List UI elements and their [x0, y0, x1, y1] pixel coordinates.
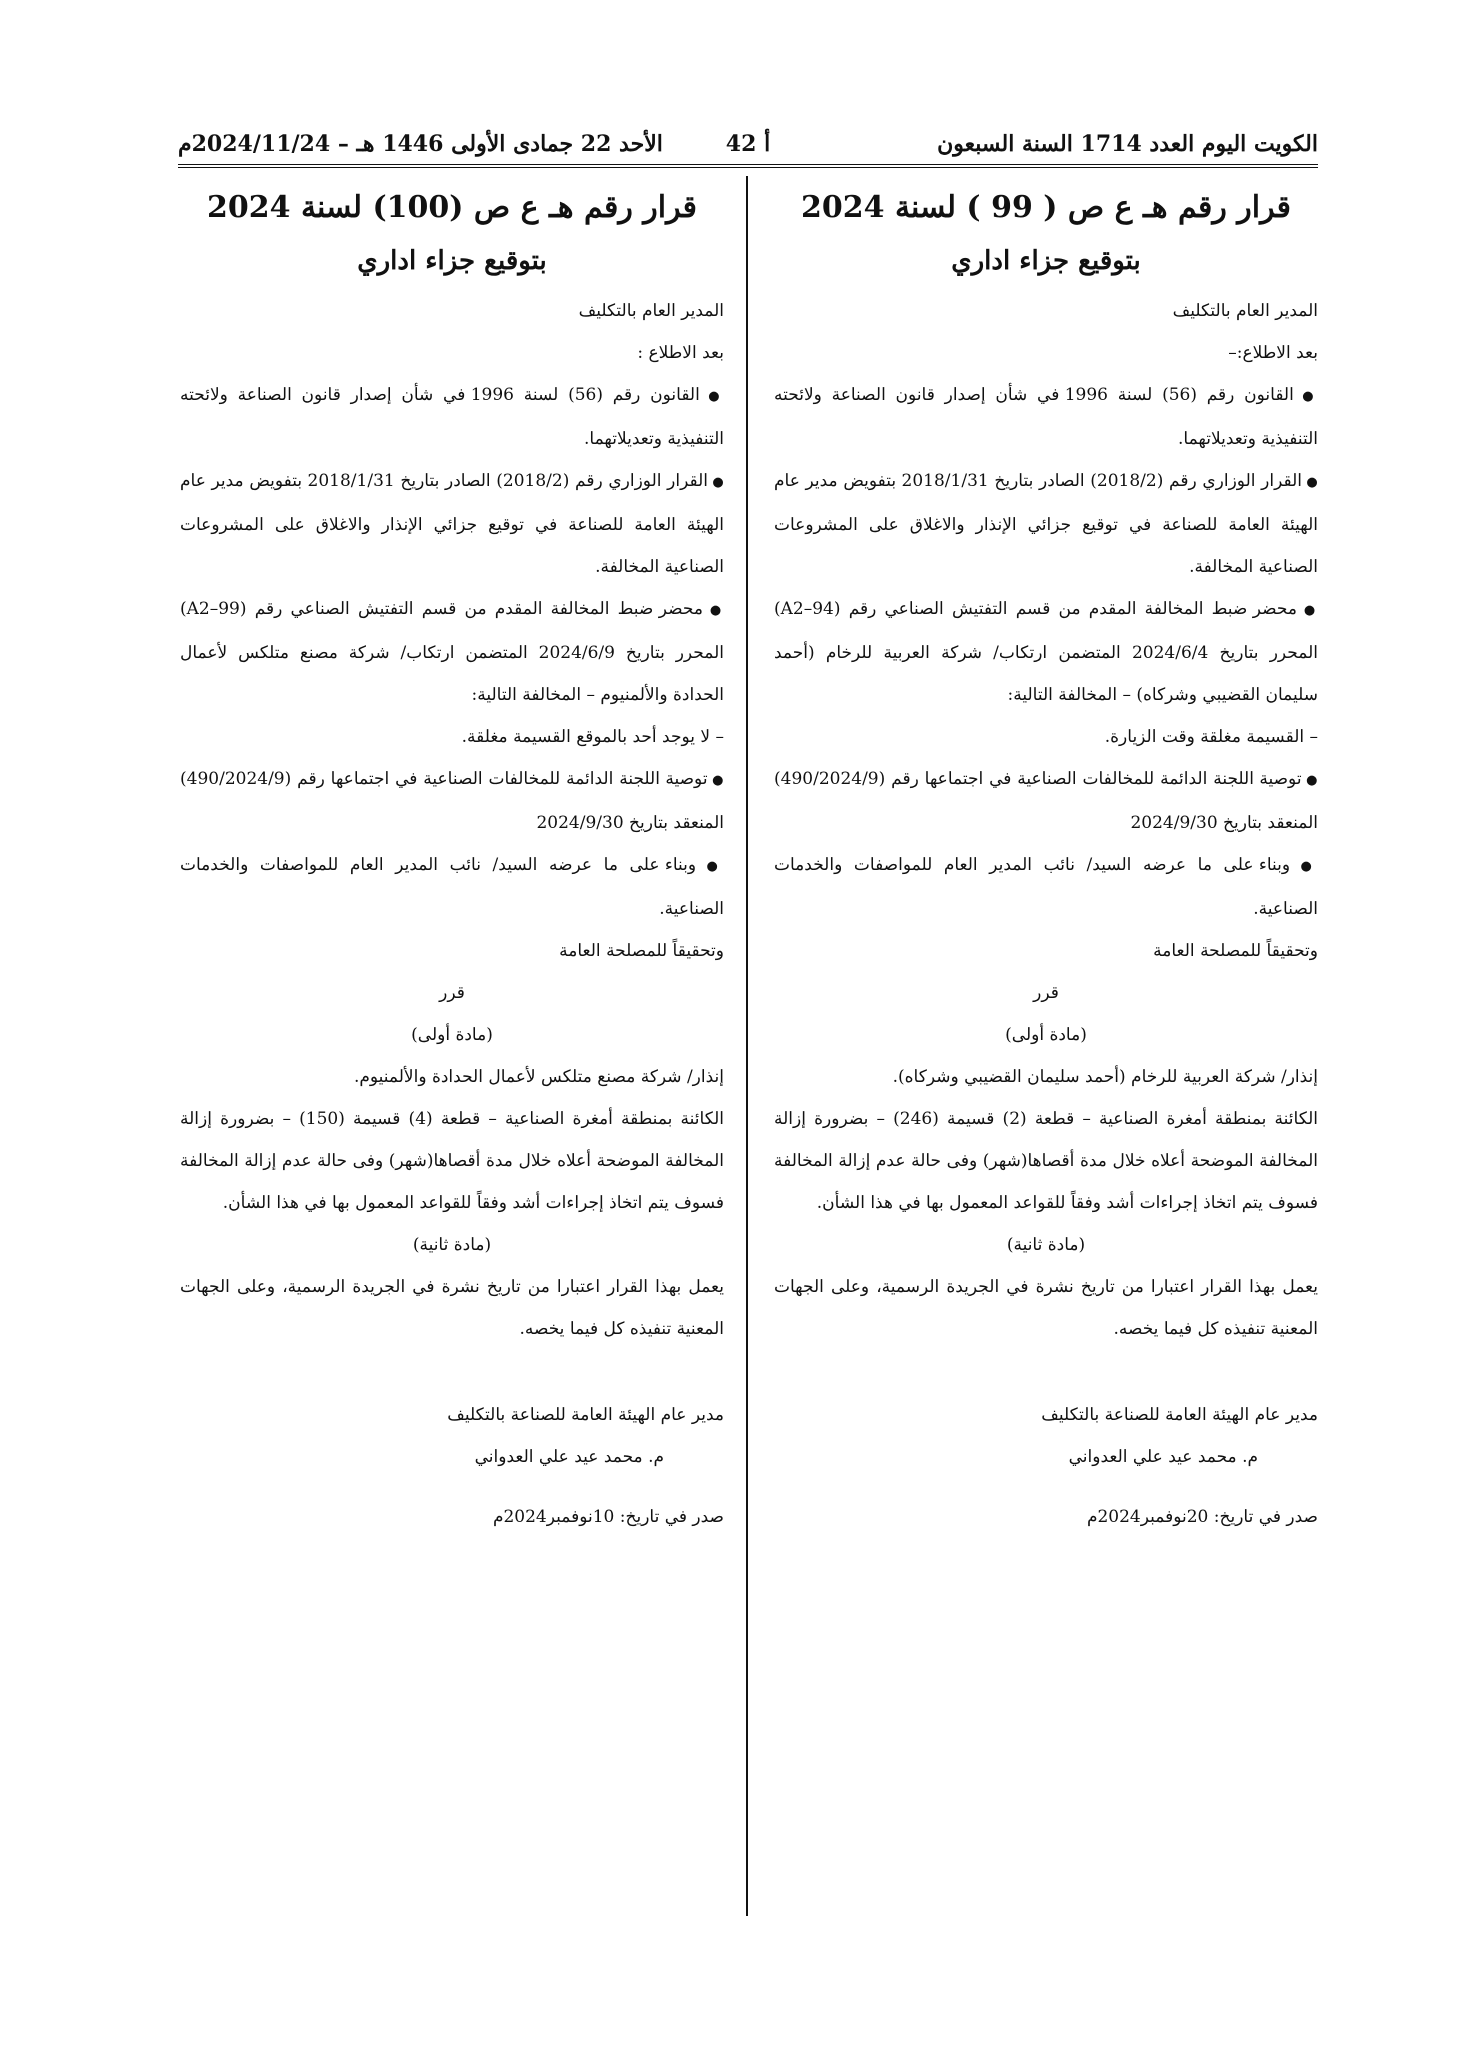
decision-subtitle: بتوقيع جزاء اداري [357, 246, 547, 276]
header-date: الأحد 22 جمادى الأولى 1446 هـ – 2024/11/24م [178, 131, 663, 157]
issuer-line: المدير العام بالتكليف [1172, 301, 1318, 321]
page-header [178, 124, 1318, 164]
column-divider [746, 176, 748, 1916]
violation-item: – القسيمة مغلقة وقت الزيارة. [774, 716, 1318, 758]
decided-heading: قرر [1033, 983, 1059, 1003]
article-2-body: يعمل بهذا القرار اعتبارا من تاريخ نشرة في الجريدة الرسمية، وعلى الجهات المعنية تنفيذه كل فيما يخصه. [774, 1277, 1318, 1339]
header-rule [178, 164, 1318, 168]
public-interest-line: وتحقيقاً للمصلحة العامة [559, 941, 724, 961]
issued-date: صدر في تاريخ: 10نوفمبر2024م [492, 1507, 724, 1527]
decision-100 [180, 180, 724, 1538]
reference-law: ● القانون رقم (56) لسنة 1996 في شأن إصدار قانون الصناعة ولائحته التنفيذية وتعديلاتهما. [180, 374, 724, 460]
article-1-warning: إنذار/ شركة العربية للرخام (أحمد سليمان القضيبي وشركاه). [892, 1067, 1318, 1087]
reference-violation-report: ● محضر ضبط المخالفة المقدم من قسم التفتيش الصناعي رقم (A2–99) المحرر بتاريخ 2024/6/9 المتضمن ارتكاب/ شركة مصنع متلكس لأعمال الحدادة والألمنيوم – المخالفة التالية: [180, 588, 724, 716]
signature-name: م. محمد عيد علي العدواني [474, 1447, 664, 1467]
having-reviewed: بعد الاطلاع:– [1228, 343, 1318, 363]
reference-committee: ● توصية اللجنة الدائمة للمخالفات الصناعية في اجتماعها رقم (490/2024/9) المنعقد بتاريخ 2024/9/30 [774, 758, 1318, 844]
violation-item: – لا يوجد أحد بالموقع القسيمة مغلقة. [180, 716, 724, 758]
decision-99 [774, 180, 1318, 1538]
public-interest-line: وتحقيقاً للمصلحة العامة [1153, 941, 1318, 961]
decided-heading: قرر [439, 983, 465, 1003]
article-1-heading: (مادة أولى) [411, 1025, 493, 1045]
decision-subtitle: بتوقيع جزاء اداري [951, 246, 1141, 276]
header-issue-info: الكويت اليوم العدد 1714 السنة السبعون [937, 131, 1318, 157]
reference-law: ● القانون رقم (56) لسنة 1996 في شأن إصدار قانون الصناعة ولائحته التنفيذية وتعديلاتهما. [774, 374, 1318, 460]
issuer-line: المدير العام بالتكليف [578, 301, 724, 321]
article-1-heading: (مادة أولى) [1005, 1025, 1087, 1045]
reference-deputy: ● وبناء على ما عرضه السيد/ نائب المدير العام للمواصفات والخدمات الصناعية. [774, 844, 1318, 930]
article-2-heading: (مادة ثانية) [1006, 1235, 1086, 1255]
article-2-body: يعمل بهذا القرار اعتبارا من تاريخ نشرة في الجريدة الرسمية، وعلى الجهات المعنية تنفيذه كل فيما يخصه. [180, 1277, 724, 1339]
reference-committee: ● توصية اللجنة الدائمة للمخالفات الصناعية في اجتماعها رقم (490/2024/9) المنعقد بتاريخ 2024/9/30 [180, 758, 724, 844]
decision-title: قرار رقم هـ ع ص ( 99 ) لسنة 2024 [801, 190, 1291, 225]
decision-title: قرار رقم هـ ع ص (100) لسنة 2024 [207, 190, 697, 225]
signature-name: م. محمد عيد علي العدواني [1068, 1447, 1258, 1467]
signature-title: مدير عام الهيئة العامة للصناعة بالتكليف [1041, 1405, 1318, 1425]
article-1-warning: إنذار/ شركة مصنع متلكس لأعمال الحدادة والألمنيوم. [353, 1067, 724, 1087]
signature-title: مدير عام الهيئة العامة للصناعة بالتكليف [447, 1405, 724, 1425]
issued-date: صدر في تاريخ: 20نوفمبر2024م [1086, 1507, 1318, 1527]
header-page-number: أ 42 [725, 131, 771, 157]
reference-ministerial-decision: ● القرار الوزاري رقم (2018/2) الصادر بتاريخ 2018/1/31 بتفويض مدير عام الهيئة العامة للصناعة في توقيع جزائي الإنذار والاغلاق على المشروعات الصناعية المخالفة. [774, 460, 1318, 588]
article-1-body: الكائنة بمنطقة أمغرة الصناعية – قطعة (2) قسيمة (246) – بضرورة إزالة المخالفة الموضحة أعلاه خلال مدة أقصاها(شهر) وفى حالة عدم إزالة المخالفة فسوف يتم اتخاذ إجراءات أشد وفقاً للقواعد المعمول بها في هذا الشأن. [774, 1109, 1318, 1213]
reference-deputy: ● وبناء على ما عرضه السيد/ نائب المدير العام للمواصفات والخدمات الصناعية. [180, 844, 724, 930]
having-reviewed: بعد الاطلاع : [637, 343, 724, 363]
reference-ministerial-decision: ● القرار الوزاري رقم (2018/2) الصادر بتاريخ 2018/1/31 بتفويض مدير عام الهيئة العامة للصناعة في توقيع جزائي الإنذار والاغلاق على المشروعات الصناعية المخالفة. [180, 460, 724, 588]
article-1-body: الكائنة بمنطقة أمغرة الصناعية – قطعة (4) قسيمة (150) – بضرورة إزالة المخالفة الموضحة أعلاه خلال مدة أقصاها(شهر) وفى حالة عدم إزالة المخالفة فسوف يتم اتخاذ إجراءات أشد وفقاً للقواعد المعمول بها في هذا الشأن. [180, 1109, 724, 1213]
reference-violation-report: ● محضر ضبط المخالفة المقدم من قسم التفتيش الصناعي رقم (A2–94) المحرر بتاريخ 2024/6/4 المتضمن ارتكاب/ شركة العربية للرخام (أحمد سليمان القضيبي وشركاه) – المخالفة التالية: [774, 588, 1318, 716]
article-2-heading: (مادة ثانية) [412, 1235, 492, 1255]
